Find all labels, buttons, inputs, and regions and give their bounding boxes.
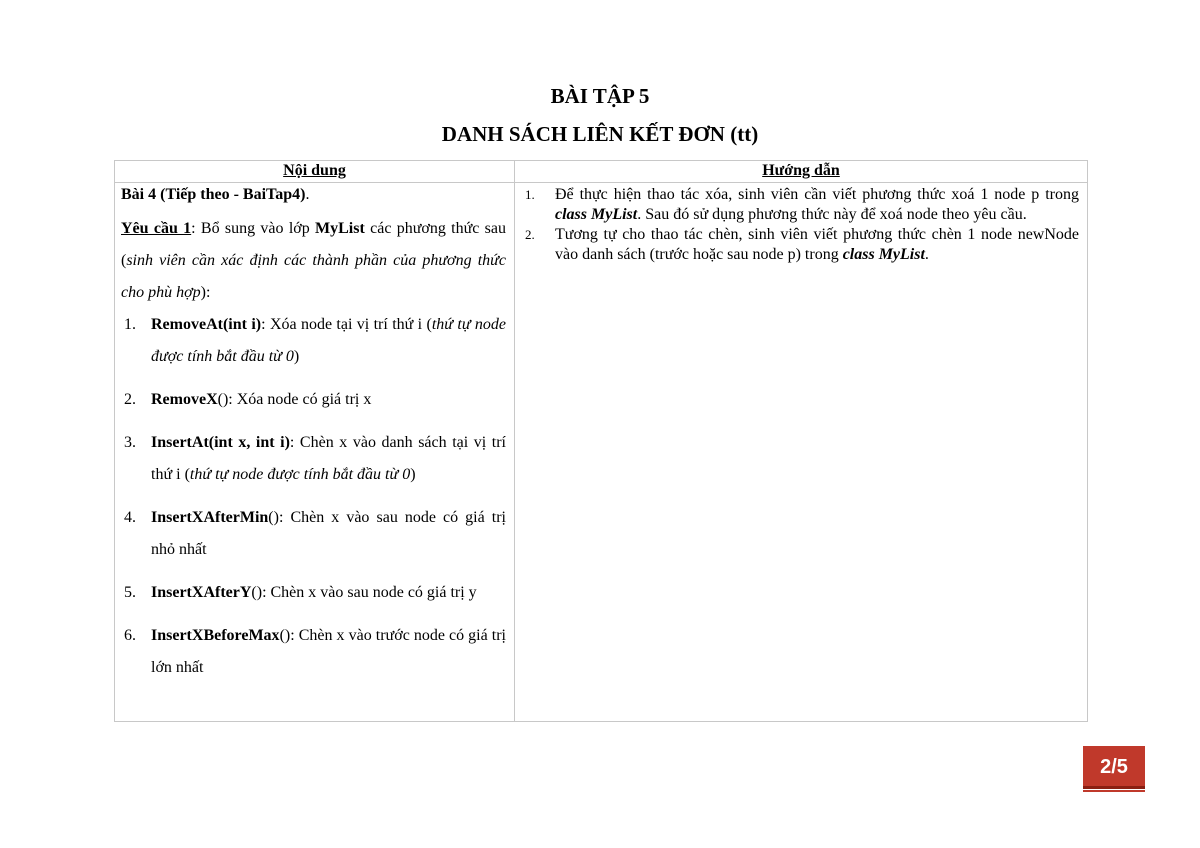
requirement-text: các phương thức sau ( [121,220,507,269]
list-item-number: 3. [124,434,136,451]
requirement-text: : Bổ sung vào lớp [191,220,316,237]
method-name: InsertAt(int x, int i) [151,434,290,451]
list-item [521,225,1079,265]
page-title: BÀI TẬP 5 [550,84,650,108]
table-header-row [115,161,1088,183]
method-note-tail: ) [410,466,416,483]
requirement-text: ): [200,284,211,301]
list-item [121,502,506,566]
list-item [521,185,1079,225]
list-item-number: 4. [124,509,136,526]
method-description: (): Chèn x vào trước node có giá trị lớn nhất [151,627,506,676]
list-item-number: 2. [124,391,136,408]
method-name: RemoveAt(int i) [151,316,262,333]
column-header-content: Nội dung [115,161,515,183]
method-name: InsertXAfterMin [151,509,269,526]
guide-class-name: class MyList [842,246,925,263]
method-name: InsertXBeforeMax [151,627,280,644]
guide-cell [515,183,1088,722]
exercise-title: Bài 4 (Tiếp theo - BaiTap4) [121,186,306,203]
method-note: thứ tự node được tính bắt đầu từ 0 [151,316,507,365]
requirement-paragraph [121,213,506,309]
guide-list [521,185,1079,265]
column-header-guide: Hướng dẫn [515,161,1088,183]
page-subtitle: DANH SÁCH LIÊN KẾT ĐƠN (tt) [441,122,759,146]
method-note: thứ tự node được tính bắt đầu từ 0 [189,466,411,483]
guide-text: . Sau đó sử dụng phương thức này để xoá node theo yêu cầu. [637,206,1027,223]
list-item [121,309,506,373]
list-item [121,427,506,491]
method-description: (): Chèn x vào sau node có giá trị nhỏ nhất [151,509,506,558]
exercise-title-tail: . [305,186,310,203]
guide-text: . [924,246,929,263]
guide-text: Để thực hiện thao tác xóa, sinh viên cần viết phương thức xoá 1 node p trong [555,186,1079,203]
method-description: (): Xóa node có giá trị x [217,391,372,408]
method-description: (): Chèn x vào sau node có giá trị y [251,584,477,601]
list-item-number: 2. [525,227,535,242]
content-cell [115,183,515,722]
list-item [121,620,506,684]
list-item [121,577,506,609]
list-item [121,384,506,416]
requirement-label: Yêu cầu 1 [121,220,192,237]
method-description: : Xóa node tại vị trí thứ i ( [261,316,432,333]
list-item-number: 5. [124,584,136,601]
guide-class-name: class MyList [555,206,638,223]
list-item-number: 6. [124,627,136,644]
exercise-table [114,160,1088,722]
method-description: : Chèn x vào danh sách tại vị trí thứ i ( [151,434,506,483]
method-list [121,309,506,684]
requirement-note: sinh viên cần xác định các thành phần của phương thức cho phù hợp [121,252,506,301]
method-note-tail: ) [293,348,300,365]
list-item-number: 1. [124,316,136,333]
method-name: RemoveX [151,391,218,408]
requirement-class-name: MyList [315,220,365,237]
guide-text: Tương tự cho thao tác chèn, sinh viên viết phương thức chèn 1 node newNode vào danh sách (trước hoặc sau node p) trong [555,226,1079,263]
list-item-number: 1. [525,187,535,202]
table-row [115,183,1088,722]
exercise-heading [121,183,506,207]
page-number-badge: 2/5 [1083,746,1145,789]
method-name: InsertXAfterY [151,584,252,601]
page-number-underline [1083,790,1145,792]
